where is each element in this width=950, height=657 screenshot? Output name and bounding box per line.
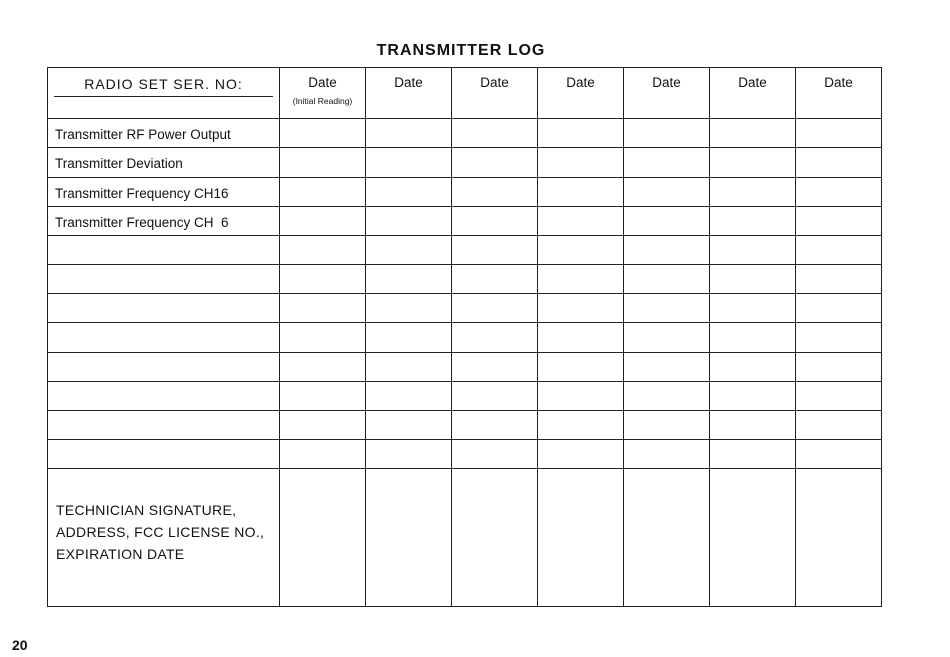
date-header-cell[interactable] <box>538 68 624 119</box>
entry-cell[interactable] <box>624 381 710 410</box>
entry-cell[interactable] <box>710 352 796 381</box>
date-label: Date <box>394 75 423 90</box>
header-row <box>48 68 882 119</box>
serial-number-cell[interactable] <box>48 68 280 119</box>
signature-label-cell <box>48 469 280 607</box>
signature-cell[interactable] <box>452 469 538 607</box>
entry-cell[interactable] <box>538 440 624 469</box>
entry-cell[interactable] <box>796 352 882 381</box>
signature-row <box>48 469 882 607</box>
entry-cell[interactable] <box>280 235 366 264</box>
entry-cell[interactable] <box>538 294 624 323</box>
entry-cell[interactable] <box>452 440 538 469</box>
date-label: Date <box>480 75 509 90</box>
entry-cell[interactable] <box>48 352 280 381</box>
entry-cell[interactable] <box>452 206 538 235</box>
entry-cell[interactable] <box>624 410 710 439</box>
entry-cell[interactable] <box>366 294 452 323</box>
entry-cell[interactable] <box>366 323 452 352</box>
entry-cell[interactable] <box>452 119 538 148</box>
blank-row <box>48 381 882 410</box>
entry-cell[interactable] <box>452 177 538 206</box>
signature-cell[interactable] <box>796 469 882 607</box>
entry-cell[interactable] <box>710 119 796 148</box>
initial-reading-note: (Initial Reading) <box>292 96 353 106</box>
entry-cell[interactable] <box>538 265 624 294</box>
entry-cell[interactable] <box>280 265 366 294</box>
entry-cell[interactable] <box>624 119 710 148</box>
entry-cell[interactable] <box>796 410 882 439</box>
entry-cell[interactable] <box>710 148 796 177</box>
entry-cell[interactable] <box>452 265 538 294</box>
entry-cell[interactable] <box>280 206 366 235</box>
entry-cell[interactable] <box>48 323 280 352</box>
signature-label <box>48 469 279 565</box>
entry-cell[interactable] <box>366 352 452 381</box>
entry-cell[interactable] <box>280 381 366 410</box>
date-header-cell[interactable] <box>624 68 710 119</box>
signature-cell[interactable] <box>280 469 366 607</box>
blank-row <box>48 294 882 323</box>
signature-cell[interactable] <box>538 469 624 607</box>
entry-cell[interactable] <box>796 119 882 148</box>
date-header-cell[interactable] <box>796 68 882 119</box>
entry-cell[interactable] <box>452 294 538 323</box>
entry-cell[interactable] <box>452 381 538 410</box>
blank-row <box>48 410 882 439</box>
entry-cell[interactable] <box>48 265 280 294</box>
entry-cell[interactable] <box>366 206 452 235</box>
entry-cell[interactable] <box>538 206 624 235</box>
entry-cell[interactable] <box>366 381 452 410</box>
entry-cell[interactable] <box>710 265 796 294</box>
table-row <box>48 177 882 206</box>
entry-cell[interactable] <box>710 410 796 439</box>
transmitter-log-table <box>47 67 882 607</box>
entry-cell[interactable] <box>710 177 796 206</box>
blank-row <box>48 235 882 264</box>
entry-cell[interactable] <box>710 206 796 235</box>
entry-cell[interactable] <box>452 410 538 439</box>
row-label-frequency-ch6: Transmitter Frequency CH 6 <box>55 214 229 230</box>
entry-cell[interactable] <box>538 177 624 206</box>
entry-cell[interactable] <box>796 265 882 294</box>
signature-label-line: TECHNICIAN SIGNATURE, <box>56 502 237 519</box>
entry-cell[interactable] <box>796 148 882 177</box>
entry-cell[interactable] <box>796 323 882 352</box>
entry-cell[interactable] <box>366 440 452 469</box>
entry-cell[interactable] <box>538 148 624 177</box>
entry-cell[interactable] <box>48 235 280 264</box>
entry-cell[interactable] <box>538 119 624 148</box>
entry-cell[interactable] <box>796 235 882 264</box>
entry-cell[interactable] <box>280 177 366 206</box>
entry-cell[interactable] <box>48 410 280 439</box>
entry-cell[interactable] <box>452 323 538 352</box>
row-label-cell <box>48 206 280 235</box>
table-row <box>48 148 882 177</box>
table-row <box>48 206 882 235</box>
entry-cell[interactable] <box>796 381 882 410</box>
entry-cell[interactable] <box>280 410 366 439</box>
entry-cell[interactable] <box>538 352 624 381</box>
entry-cell[interactable] <box>538 323 624 352</box>
entry-cell[interactable] <box>624 323 710 352</box>
entry-cell[interactable] <box>710 294 796 323</box>
entry-cell[interactable] <box>624 440 710 469</box>
row-label-cell <box>48 148 280 177</box>
date-header-cell[interactable] <box>710 68 796 119</box>
row-label-rf-power: Transmitter RF Power Output <box>55 127 231 143</box>
entry-cell[interactable] <box>710 323 796 352</box>
entry-cell[interactable] <box>366 265 452 294</box>
entry-cell[interactable] <box>624 352 710 381</box>
blank-row <box>48 323 882 352</box>
blank-row <box>48 440 882 469</box>
blank-row <box>48 265 882 294</box>
entry-cell[interactable] <box>796 294 882 323</box>
signature-label-line: EXPIRATION DATE <box>56 546 185 563</box>
date-label: Date <box>824 75 853 90</box>
entry-cell[interactable] <box>624 206 710 235</box>
page-number: 20 <box>12 637 28 653</box>
signature-cell[interactable] <box>710 469 796 607</box>
entry-cell[interactable] <box>710 381 796 410</box>
date-label: Date <box>308 75 337 90</box>
entry-cell[interactable] <box>796 177 882 206</box>
entry-cell[interactable] <box>366 410 452 439</box>
entry-cell[interactable] <box>280 294 366 323</box>
entry-cell[interactable] <box>624 177 710 206</box>
entry-cell[interactable] <box>538 235 624 264</box>
serial-number-label: RADIO SET SER. NO: <box>54 76 273 97</box>
entry-cell[interactable] <box>366 119 452 148</box>
entry-cell[interactable] <box>452 148 538 177</box>
entry-cell[interactable] <box>280 119 366 148</box>
entry-cell[interactable] <box>624 265 710 294</box>
entry-cell[interactable] <box>452 235 538 264</box>
entry-cell[interactable] <box>48 440 280 469</box>
date-label: Date <box>738 75 767 90</box>
page-title: TRANSMITTER LOG <box>376 42 546 59</box>
row-label-frequency-ch16: Transmitter Frequency CH16 <box>55 185 229 201</box>
signature-cell[interactable] <box>624 469 710 607</box>
entry-cell[interactable] <box>624 235 710 264</box>
date-header-cell[interactable] <box>452 68 538 119</box>
signature-cell[interactable] <box>366 469 452 607</box>
row-label-deviation: Transmitter Deviation <box>55 156 183 172</box>
entry-cell[interactable] <box>280 148 366 177</box>
row-label-cell <box>48 177 280 206</box>
blank-row <box>48 352 882 381</box>
entry-cell[interactable] <box>624 294 710 323</box>
table-row <box>48 119 882 148</box>
entry-cell[interactable] <box>366 148 452 177</box>
entry-cell[interactable] <box>48 381 280 410</box>
entry-cell[interactable] <box>48 294 280 323</box>
date-label: Date <box>652 75 681 90</box>
entry-cell[interactable] <box>538 410 624 439</box>
entry-cell[interactable] <box>538 381 624 410</box>
entry-cell[interactable] <box>452 352 538 381</box>
entry-cell[interactable] <box>280 440 366 469</box>
entry-cell[interactable] <box>280 323 366 352</box>
entry-cell[interactable] <box>796 440 882 469</box>
entry-cell[interactable] <box>796 206 882 235</box>
entry-cell[interactable] <box>280 352 366 381</box>
signature-label-line: ADDRESS, FCC LICENSE NO., <box>56 524 265 541</box>
entry-cell[interactable] <box>710 235 796 264</box>
entry-cell[interactable] <box>710 440 796 469</box>
date-label: Date <box>566 75 595 90</box>
date-header-cell[interactable] <box>366 68 452 119</box>
entry-cell[interactable] <box>624 148 710 177</box>
date-header-cell[interactable] <box>280 68 366 119</box>
entry-cell[interactable] <box>366 177 452 206</box>
entry-cell[interactable] <box>366 235 452 264</box>
row-label-cell <box>48 119 280 148</box>
